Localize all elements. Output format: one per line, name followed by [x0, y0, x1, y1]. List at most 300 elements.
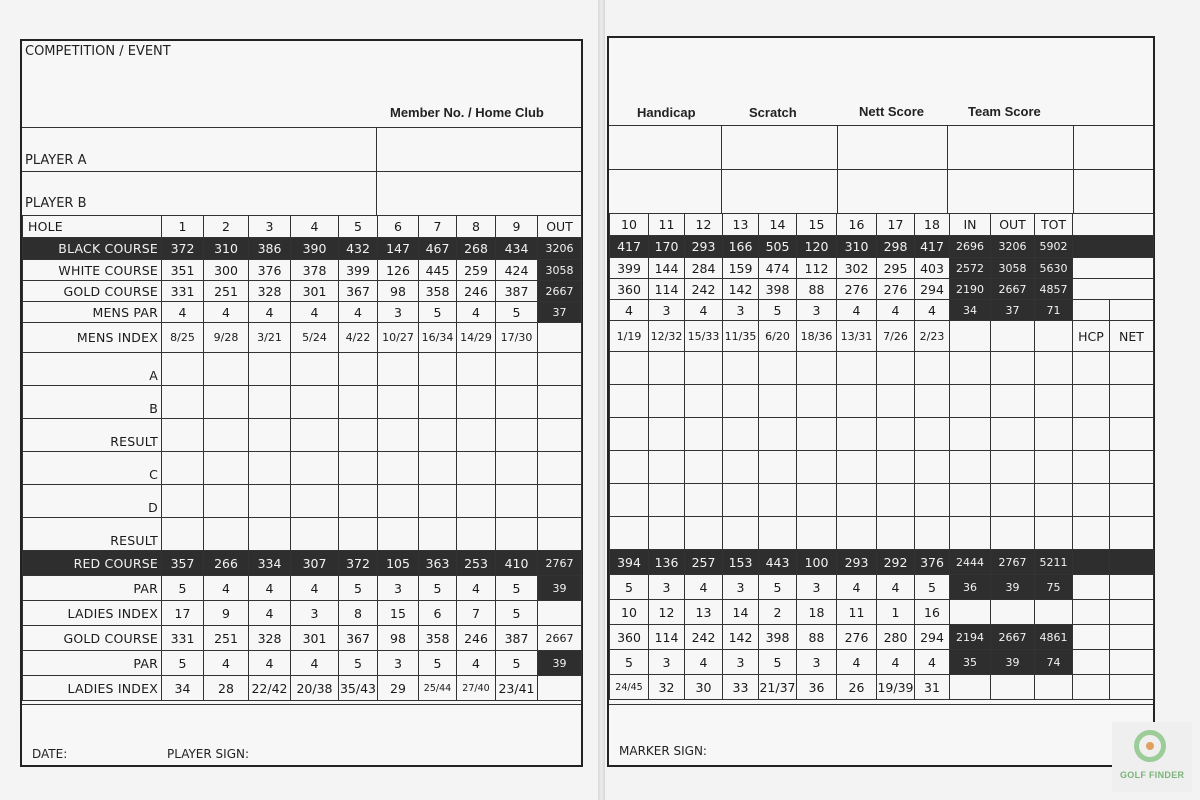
score-cell	[1110, 675, 1154, 700]
hole-value: 114	[649, 625, 685, 650]
score-cell	[162, 452, 204, 485]
hole-value: 417	[610, 236, 649, 258]
score-cell	[610, 517, 649, 550]
hole-number: 18	[915, 214, 950, 236]
score-cell	[291, 518, 339, 551]
tot-value	[1035, 600, 1073, 625]
score-cell	[162, 386, 204, 419]
hole-value: 32	[649, 675, 685, 700]
ladies-row	[610, 550, 1154, 575]
score-cell	[723, 352, 759, 385]
score-row-label: A	[23, 353, 162, 386]
score-cell	[249, 452, 291, 485]
hole-value: 5	[496, 302, 538, 323]
score-cell	[877, 352, 915, 385]
blank-cell	[1073, 236, 1154, 258]
hole-value: 467	[419, 238, 457, 260]
card-fold	[598, 0, 605, 800]
hole-value: 367	[339, 281, 378, 302]
hole-value: 8/25	[162, 323, 204, 353]
score-entry-row	[23, 452, 582, 485]
score-cell	[837, 484, 877, 517]
hcp-label: HCP	[1073, 321, 1110, 352]
hole-number: 14	[759, 214, 797, 236]
score-cell	[496, 485, 538, 518]
divider	[1073, 125, 1074, 213]
hole-value: 9/28	[204, 323, 249, 353]
score-cell	[204, 419, 249, 452]
in-value: 2444	[950, 550, 991, 575]
out-value: 2767	[991, 550, 1035, 575]
row-label: RED COURSE	[23, 551, 162, 576]
score-cell	[1073, 650, 1110, 675]
out-value: 2667	[538, 626, 582, 651]
hole-value: 34	[162, 676, 204, 701]
score-entry-row	[610, 352, 1154, 385]
score-cell	[837, 418, 877, 451]
hole-value: 14	[723, 600, 759, 625]
score-cell	[1073, 550, 1110, 575]
score-cell	[457, 353, 496, 386]
hole-value: 24/45	[610, 675, 649, 700]
score-entry-row	[610, 484, 1154, 517]
score-cell	[685, 451, 723, 484]
hole-value: 20/38	[291, 676, 339, 701]
score-cell	[1110, 625, 1154, 650]
golf-finder-watermark	[1112, 722, 1192, 792]
divider	[721, 125, 722, 213]
hole-value: 4	[204, 576, 249, 601]
out-value	[538, 676, 582, 701]
hole-value: 276	[877, 279, 915, 300]
hole-value: 4	[204, 302, 249, 323]
scratch-label: Scratch	[749, 105, 797, 120]
hole-value: 443	[759, 550, 797, 575]
in-value: 2190	[950, 279, 991, 300]
hole-number: 13	[723, 214, 759, 236]
score-cell	[991, 418, 1035, 451]
hole-value: 372	[162, 238, 204, 260]
score-cell	[837, 517, 877, 550]
hole-value: 18	[797, 600, 837, 625]
hole-value: 142	[723, 279, 759, 300]
score-cell	[419, 485, 457, 518]
out-value: 3058	[538, 260, 582, 281]
hole-value: 4	[915, 300, 950, 321]
hole-value: 4	[249, 651, 291, 676]
score-cell	[1110, 352, 1154, 385]
hole-value: 15	[378, 601, 419, 626]
out-value: 37	[991, 300, 1035, 321]
hole-value: 7/26	[877, 321, 915, 352]
score-cell	[1073, 352, 1110, 385]
hole-value: 5	[496, 601, 538, 626]
score-cell	[649, 352, 685, 385]
out-value: 2667	[538, 281, 582, 302]
hole-value: 4	[339, 302, 378, 323]
score-cell	[419, 353, 457, 386]
score-cell	[249, 419, 291, 452]
hole-number: 7	[419, 216, 457, 238]
divider	[609, 125, 1153, 126]
score-cell	[877, 451, 915, 484]
hole-value: 276	[837, 279, 877, 300]
hole-value: 159	[723, 258, 759, 279]
hole-value: 88	[797, 625, 837, 650]
hole-value: 16/34	[419, 323, 457, 353]
in-value: 2572	[950, 258, 991, 279]
hole-value: 1	[877, 600, 915, 625]
hole-value: 1/19	[610, 321, 649, 352]
out-label: OUT	[991, 214, 1035, 236]
tot-value: 74	[1035, 650, 1073, 675]
hole-value: 434	[496, 238, 538, 260]
hole-value: 153	[723, 550, 759, 575]
hole-value: 170	[649, 236, 685, 258]
blank-cell	[1073, 279, 1154, 300]
hole-value: 4	[837, 300, 877, 321]
hole-value: 4	[291, 576, 339, 601]
score-cell	[204, 518, 249, 551]
hole-value: 3	[797, 575, 837, 600]
hole-label: HOLE	[23, 216, 162, 238]
hole-value: 18/36	[797, 321, 837, 352]
score-cell	[291, 485, 339, 518]
score-cell	[291, 353, 339, 386]
hole-value: 358	[419, 281, 457, 302]
hole-value: 390	[291, 238, 339, 260]
hole-value: 88	[797, 279, 837, 300]
hole-value: 5	[610, 575, 649, 600]
score-cell	[204, 386, 249, 419]
score-cell	[457, 386, 496, 419]
yardage-row	[23, 260, 582, 281]
hole-value: 387	[496, 281, 538, 302]
score-cell	[291, 419, 339, 452]
score-cell	[419, 386, 457, 419]
ladies-row	[610, 625, 1154, 650]
score-cell	[162, 419, 204, 452]
hole-value: 2	[759, 600, 797, 625]
hole-value: 5	[496, 651, 538, 676]
tot-value: 75	[1035, 575, 1073, 600]
hole-value: 112	[797, 258, 837, 279]
score-cell	[649, 517, 685, 550]
score-cell	[339, 353, 378, 386]
member-no-label: Member No. / Home Club	[390, 105, 544, 120]
hole-value: 4	[877, 575, 915, 600]
score-cell	[1035, 352, 1073, 385]
out-value	[538, 601, 582, 626]
hole-value: 280	[877, 625, 915, 650]
row-label: LADIES INDEX	[23, 601, 162, 626]
tot-value: 5630	[1035, 258, 1073, 279]
hole-value: 10/27	[378, 323, 419, 353]
hole-value: 10	[610, 600, 649, 625]
score-cell	[419, 518, 457, 551]
score-cell	[457, 485, 496, 518]
hole-value: 5	[162, 576, 204, 601]
hole-number: 3	[249, 216, 291, 238]
score-entry-row	[610, 418, 1154, 451]
row-label: WHITE COURSE	[23, 260, 162, 281]
tot-value	[1035, 321, 1073, 352]
hole-value: 307	[291, 551, 339, 576]
hole-value: 35/43	[339, 676, 378, 701]
yardage-row	[610, 236, 1154, 258]
score-cell	[538, 518, 582, 551]
score-cell	[249, 518, 291, 551]
score-cell	[797, 451, 837, 484]
score-cell	[610, 484, 649, 517]
score-cell	[991, 352, 1035, 385]
score-cell	[877, 418, 915, 451]
hole-value: 4	[291, 651, 339, 676]
score-cell	[538, 353, 582, 386]
score-cell	[950, 517, 991, 550]
hole-value: 292	[877, 550, 915, 575]
score-cell	[837, 451, 877, 484]
hole-value: 16	[915, 600, 950, 625]
out-value: 39	[991, 575, 1035, 600]
score-cell	[1073, 575, 1110, 600]
hole-value: 358	[419, 626, 457, 651]
competition-label: COMPETITION / EVENT	[25, 44, 171, 59]
hole-value: 4	[249, 302, 291, 323]
player-a-label: PLAYER A	[25, 153, 87, 168]
hole-value: 5	[496, 576, 538, 601]
score-cell	[915, 385, 950, 418]
hole-number: 6	[378, 216, 419, 238]
in-value	[950, 321, 991, 352]
out-value: 2667	[991, 279, 1035, 300]
score-cell	[538, 419, 582, 452]
hole-value: 298	[877, 236, 915, 258]
hole-value: 3/21	[249, 323, 291, 353]
hole-value: 3	[797, 300, 837, 321]
score-cell	[610, 385, 649, 418]
hole-value: 13/31	[837, 321, 877, 352]
score-cell	[649, 418, 685, 451]
hole-value: 29	[378, 676, 419, 701]
back-nine-table	[609, 213, 1154, 700]
in-value: 2696	[950, 236, 991, 258]
hole-value: 4	[291, 302, 339, 323]
score-entry-row	[23, 386, 582, 419]
handicap-label: Handicap	[637, 105, 696, 120]
score-cell	[378, 353, 419, 386]
hole-value: 5	[162, 651, 204, 676]
score-cell	[1073, 675, 1110, 700]
tot-value	[1035, 675, 1073, 700]
divider	[609, 169, 1153, 170]
hole-value: 4	[249, 576, 291, 601]
hole-value: 33	[723, 675, 759, 700]
yardage-row	[610, 279, 1154, 300]
score-cell	[249, 353, 291, 386]
out-value: 3206	[991, 236, 1035, 258]
score-cell	[204, 353, 249, 386]
score-cell	[950, 418, 991, 451]
score-cell	[797, 352, 837, 385]
hole-value: 376	[249, 260, 291, 281]
hole-value: 276	[837, 625, 877, 650]
score-cell	[249, 485, 291, 518]
score-cell	[649, 484, 685, 517]
row-label: PAR	[23, 576, 162, 601]
hole-value: 398	[759, 279, 797, 300]
hole-value: 387	[496, 626, 538, 651]
score-cell	[723, 517, 759, 550]
hole-value: 376	[915, 550, 950, 575]
score-entry-row	[23, 485, 582, 518]
hole-value: 331	[162, 626, 204, 651]
out-value: 3206	[538, 238, 582, 260]
score-cell	[378, 452, 419, 485]
score-cell	[797, 517, 837, 550]
hole-value: 120	[797, 236, 837, 258]
hole-value: 424	[496, 260, 538, 281]
hole-value: 4	[837, 575, 877, 600]
hole-value: 294	[915, 625, 950, 650]
hole-value: 394	[610, 550, 649, 575]
row-label: BLACK COURSE	[23, 238, 162, 260]
score-cell	[649, 385, 685, 418]
score-cell	[1073, 625, 1110, 650]
score-row-label: B	[23, 386, 162, 419]
scorecard-back	[607, 36, 1155, 767]
hole-number: 5	[339, 216, 378, 238]
hole-value: 19/39	[877, 675, 915, 700]
score-cell	[339, 485, 378, 518]
net-label: NET	[1110, 321, 1154, 352]
score-cell	[915, 451, 950, 484]
hole-value: 28	[204, 676, 249, 701]
hole-value: 3	[378, 302, 419, 323]
hole-value: 301	[291, 281, 339, 302]
hole-value: 4	[204, 651, 249, 676]
hole-value: 3	[291, 601, 339, 626]
score-cell	[610, 352, 649, 385]
hole-value: 8	[339, 601, 378, 626]
score-cell	[291, 452, 339, 485]
score-cell	[378, 485, 419, 518]
score-cell	[1110, 418, 1154, 451]
hole-value: 266	[204, 551, 249, 576]
hole-value: 259	[457, 260, 496, 281]
hole-value: 301	[291, 626, 339, 651]
hole-value: 98	[378, 281, 419, 302]
row-label: MENS INDEX	[23, 323, 162, 353]
score-row-label: C	[23, 452, 162, 485]
hole-value: 300	[204, 260, 249, 281]
score-cell	[837, 352, 877, 385]
score-cell	[496, 353, 538, 386]
in-value: 34	[950, 300, 991, 321]
hole-value: 5	[419, 576, 457, 601]
out-label: OUT	[538, 216, 582, 238]
score-entry-row	[610, 451, 1154, 484]
score-entry-row	[23, 518, 582, 551]
out-value	[991, 600, 1035, 625]
marker-sign-label: MARKER SIGN:	[619, 744, 707, 758]
ladies-row	[610, 600, 1154, 625]
score-cell	[1110, 385, 1154, 418]
out-value: 37	[538, 302, 582, 323]
hole-value: 14/29	[457, 323, 496, 353]
hole-value: 11/35	[723, 321, 759, 352]
in-value: 2194	[950, 625, 991, 650]
score-cell	[162, 485, 204, 518]
score-cell	[339, 518, 378, 551]
hole-value: 22/42	[249, 676, 291, 701]
row-label: GOLD COURSE	[23, 626, 162, 651]
hole-value: 17	[162, 601, 204, 626]
out-value: 39	[991, 650, 1035, 675]
score-cell	[1073, 600, 1110, 625]
score-row-label: RESULT	[23, 518, 162, 551]
hole-value: 403	[915, 258, 950, 279]
in-value	[950, 675, 991, 700]
hole-value: 5	[759, 300, 797, 321]
score-cell	[378, 419, 419, 452]
hole-value: 5	[759, 575, 797, 600]
hole-value: 251	[204, 281, 249, 302]
divider	[22, 704, 581, 705]
hole-value: 11	[837, 600, 877, 625]
hole-value: 378	[291, 260, 339, 281]
ladies-row	[610, 675, 1154, 700]
hole-value: 284	[685, 258, 723, 279]
score-cell	[797, 484, 837, 517]
hole-value: 363	[419, 551, 457, 576]
hole-value: 328	[249, 626, 291, 651]
ladies-row	[23, 601, 582, 626]
hole-value: 417	[915, 236, 950, 258]
divider	[22, 127, 581, 128]
hole-number: 11	[649, 214, 685, 236]
yardage-row	[610, 321, 1154, 352]
blank-cell	[1110, 300, 1154, 321]
hole-number: 9	[496, 216, 538, 238]
date-label: DATE:	[32, 747, 68, 761]
hole-value: 4	[915, 650, 950, 675]
score-cell	[1073, 418, 1110, 451]
hole-value: 3	[723, 575, 759, 600]
watermark-text: GOLF FINDER	[1120, 770, 1185, 780]
score-cell	[915, 517, 950, 550]
score-cell	[1110, 650, 1154, 675]
hole-value: 302	[837, 258, 877, 279]
score-cell	[162, 353, 204, 386]
score-cell	[877, 517, 915, 550]
hole-value: 410	[496, 551, 538, 576]
hole-value: 310	[204, 238, 249, 260]
hole-row	[610, 214, 1154, 236]
score-cell	[991, 484, 1035, 517]
hole-value: 3	[378, 651, 419, 676]
hole-number: 8	[457, 216, 496, 238]
hole-value: 142	[723, 625, 759, 650]
score-cell	[685, 352, 723, 385]
hole-row	[23, 216, 582, 238]
score-cell	[339, 419, 378, 452]
score-cell	[378, 518, 419, 551]
hole-value: 295	[877, 258, 915, 279]
ladies-row	[610, 575, 1154, 600]
hole-value: 5	[759, 650, 797, 675]
hole-value: 36	[797, 675, 837, 700]
